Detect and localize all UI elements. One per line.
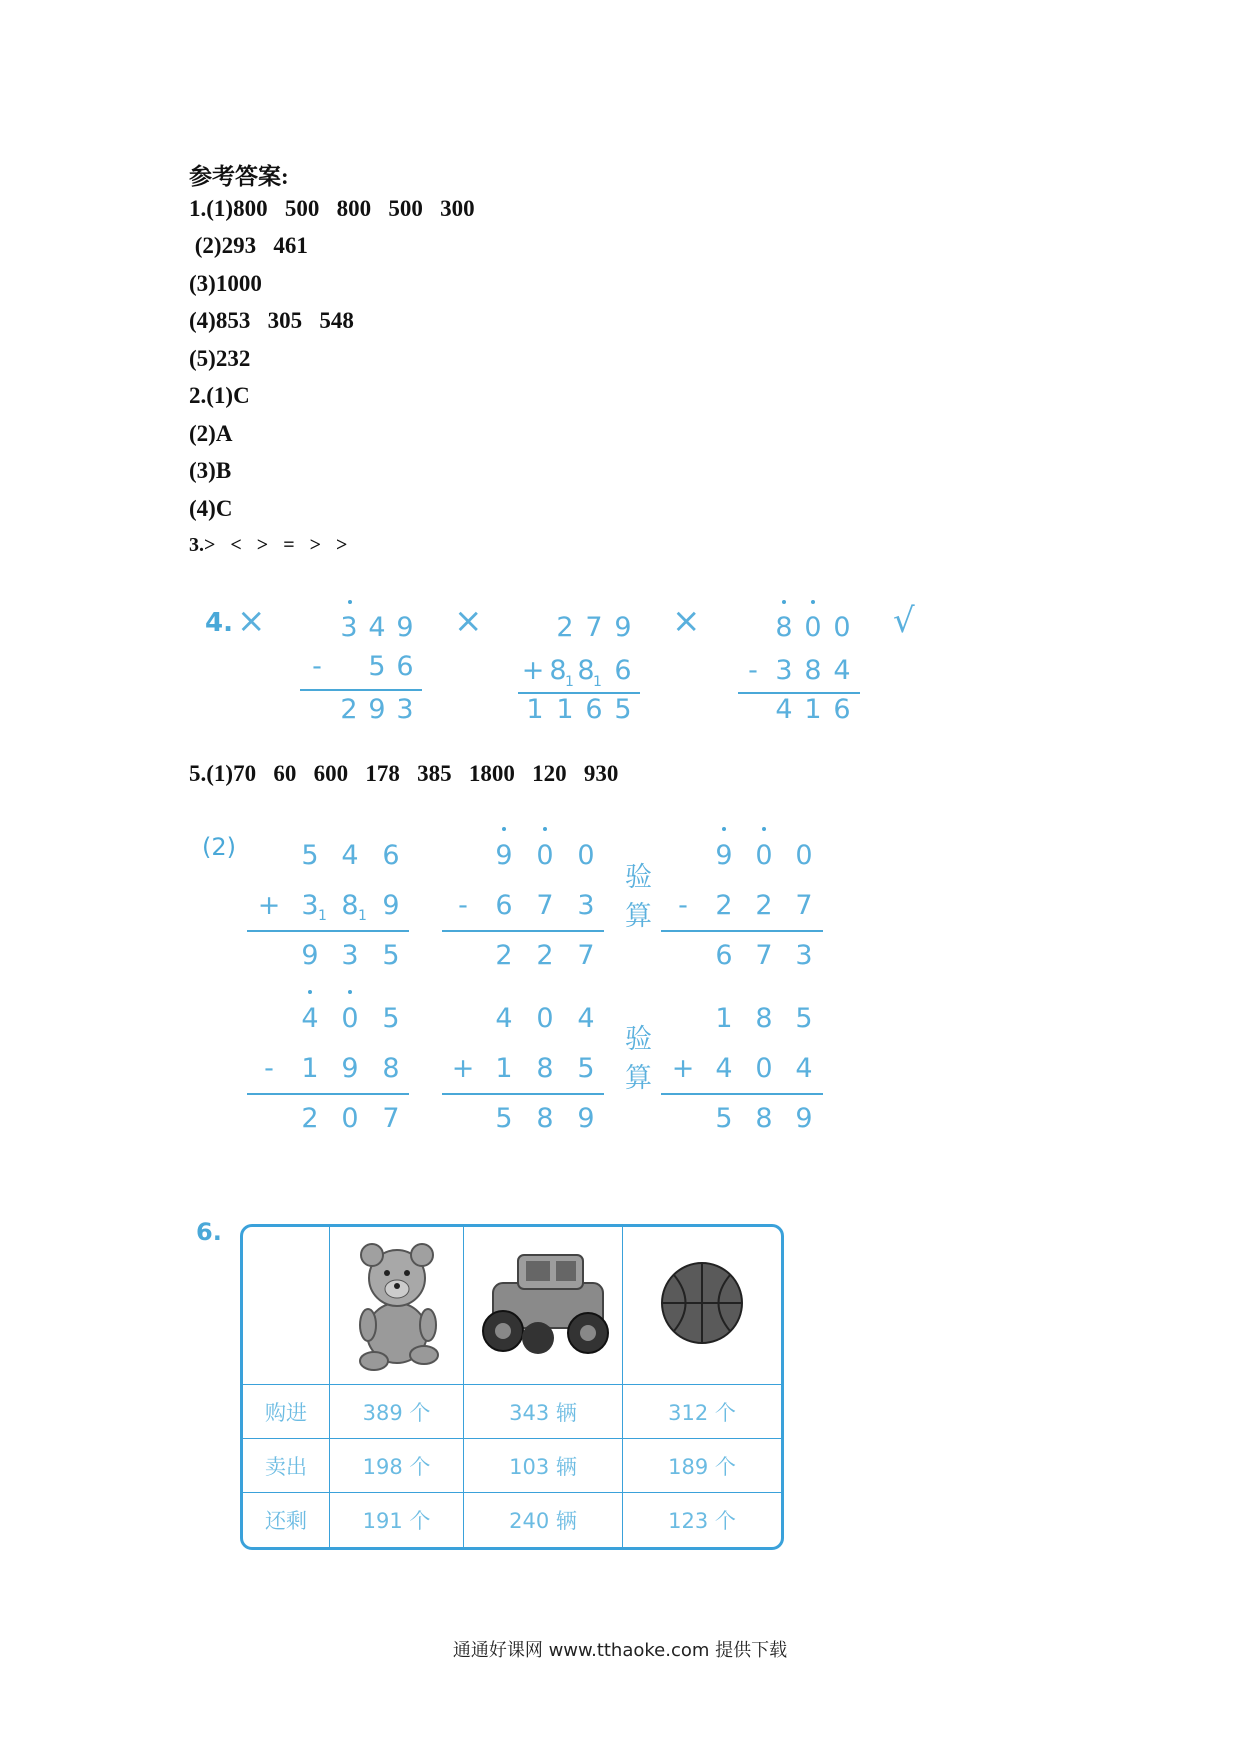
cell: 240 辆 — [464, 1493, 623, 1547]
toy-car-image — [468, 1243, 618, 1363]
row-head: 购进 — [243, 1385, 330, 1439]
check-label: 验算 — [620, 862, 651, 940]
digit: 2 — [556, 612, 574, 643]
borrow-dot — [348, 600, 352, 604]
digit: 9 — [715, 840, 733, 871]
digit: 8 — [341, 890, 359, 921]
digit: 4 — [715, 1053, 733, 1084]
digit: 5 — [614, 694, 632, 725]
table-row — [243, 1493, 781, 1547]
cell: 312 个 — [623, 1385, 781, 1439]
digit: 2 — [755, 890, 773, 921]
table-row — [243, 1439, 781, 1493]
calc-line — [442, 1093, 604, 1095]
digit: 9 — [396, 612, 414, 643]
answer-line-8: (3)B — [189, 458, 232, 483]
digit: 8 — [775, 612, 793, 643]
digit: 2 — [536, 940, 554, 971]
digit: 3 — [340, 612, 358, 643]
cell: 123 个 — [668, 1509, 736, 1533]
calc-line — [442, 930, 604, 932]
digit: 3 — [301, 890, 319, 921]
digit: 7 — [585, 612, 603, 643]
digit: 2 — [301, 1103, 319, 1134]
check-label: 验算 — [620, 1024, 651, 1102]
answer-line-5: (5)232 — [189, 346, 251, 371]
digit: 6 — [715, 940, 733, 971]
digit: 6 — [833, 694, 851, 725]
digit: 4 — [833, 655, 851, 686]
digit: 6 — [396, 651, 414, 682]
cell: 103 辆 — [464, 1439, 623, 1493]
digit: 9 — [495, 840, 513, 871]
carry-digit: 1 — [565, 674, 574, 690]
answer-line-9: (4)C — [189, 496, 233, 521]
digit: 5 — [715, 1103, 733, 1134]
row-head: 还剩 — [243, 1493, 330, 1547]
digit: 3 — [775, 655, 793, 686]
digit: 8 — [755, 1003, 773, 1034]
digit: 8 — [755, 1103, 773, 1134]
row-head: 卖出 — [243, 1439, 330, 1493]
digit: 4 — [301, 1003, 319, 1034]
plus-sign: + — [671, 1053, 695, 1084]
digit: 8 — [536, 1103, 554, 1134]
digit: 4 — [368, 612, 386, 643]
calc-line — [300, 689, 422, 691]
digit: 5 — [577, 1053, 595, 1084]
answer-line-4: (4)853 305 548 — [189, 308, 354, 333]
digit: 4 — [775, 694, 793, 725]
q5-line-1: 5.(1)70 60 600 178 385 1800 120 930 — [189, 761, 619, 786]
answer-line-10: 3.> < > = > > — [189, 534, 348, 556]
digit: 1 — [495, 1053, 513, 1084]
digit: 4 — [341, 840, 359, 871]
digit: 0 — [755, 1053, 773, 1084]
digit: 6 — [382, 840, 400, 871]
digit: 9 — [341, 1053, 359, 1084]
table-row — [243, 1385, 781, 1439]
borrow-dot — [811, 600, 815, 604]
digit: 4 — [795, 1053, 813, 1084]
digit: 0 — [536, 840, 554, 871]
digit: 1 — [301, 1053, 319, 1084]
digit: 5 — [382, 1003, 400, 1034]
digit: 8 — [536, 1053, 554, 1084]
digit: 7 — [577, 940, 595, 971]
digit: 7 — [536, 890, 554, 921]
cell: 389 个 — [330, 1385, 464, 1439]
teddy-bear-image — [342, 1233, 452, 1373]
digit: 0 — [755, 840, 773, 871]
digit: 7 — [795, 890, 813, 921]
borrow-dot — [502, 827, 506, 831]
digit: 9 — [301, 940, 319, 971]
minus-sign: - — [458, 890, 468, 921]
digit: 9 — [795, 1103, 813, 1134]
digit: 1 — [715, 1003, 733, 1034]
digit: 5 — [301, 840, 319, 871]
digit: 6 — [585, 694, 603, 725]
digit: 2 — [495, 940, 513, 971]
answer-line-3: (3)1000 — [189, 271, 262, 296]
toy-car-image-cell — [464, 1227, 623, 1385]
digit: 0 — [536, 1003, 554, 1034]
digit: 0 — [795, 840, 813, 871]
calc-line — [247, 930, 409, 932]
cell: 191 个 — [330, 1493, 464, 1547]
digit: 8 — [804, 655, 822, 686]
digit: 9 — [614, 612, 632, 643]
digit: 0 — [341, 1003, 359, 1034]
digit: 0 — [341, 1103, 359, 1134]
carry-digit: 1 — [358, 908, 367, 924]
digit: 6 — [614, 655, 632, 686]
q4-label: 4. — [205, 608, 233, 638]
teddy-bear-image-cell — [330, 1227, 464, 1385]
digit: 8 — [549, 655, 567, 686]
calc-line — [661, 1093, 823, 1095]
borrow-dot — [348, 990, 352, 994]
wrong-mark-2: × — [454, 601, 483, 641]
digit: 8 — [382, 1053, 400, 1084]
digit: 1 — [804, 694, 822, 725]
digit: 9 — [382, 890, 400, 921]
table-corner-cell — [243, 1227, 330, 1385]
answer-line-7: (2)A — [189, 421, 233, 446]
answer-line-2: (2)293 461 — [189, 233, 308, 258]
digit: 5 — [495, 1103, 513, 1134]
carry-digit: 1 — [318, 908, 327, 924]
right-mark: √ — [893, 601, 915, 641]
digit: 4 — [577, 1003, 595, 1034]
plus-sign: + — [451, 1053, 475, 1084]
cell: 343 辆 — [464, 1385, 623, 1439]
digit: 4 — [495, 1003, 513, 1034]
calc-line — [247, 1093, 409, 1095]
basketball-image — [652, 1253, 752, 1353]
borrow-dot — [543, 827, 547, 831]
digit: 0 — [804, 612, 822, 643]
digit: 1 — [526, 694, 544, 725]
digit: 3 — [795, 940, 813, 971]
plus-sign: + — [257, 890, 281, 921]
cell: 198 个 — [330, 1439, 464, 1493]
digit: 5 — [368, 651, 386, 682]
digit: 0 — [577, 840, 595, 871]
minus-sign: - — [678, 890, 688, 921]
digit: 3 — [341, 940, 359, 971]
digit: 9 — [577, 1103, 595, 1134]
digit: 5 — [795, 1003, 813, 1034]
minus-sign: - — [748, 655, 758, 686]
digit: 0 — [833, 612, 851, 643]
ball-image-cell — [623, 1227, 781, 1385]
minus-sign: - — [264, 1053, 274, 1084]
borrow-dot — [722, 827, 726, 831]
digit: 7 — [755, 940, 773, 971]
answers-heading: 参考答案: — [189, 164, 289, 189]
borrow-dot — [762, 827, 766, 831]
inventory-table — [240, 1224, 784, 1550]
digit: 2 — [340, 694, 358, 725]
wrong-mark-1: × — [237, 601, 266, 641]
digit: 7 — [382, 1103, 400, 1134]
page-footer: 通通好课网 www.tthaoke.com 提供下载 — [452, 1640, 788, 1661]
digit: 5 — [382, 940, 400, 971]
borrow-dot — [308, 990, 312, 994]
table-header-row — [243, 1227, 781, 1385]
digit: 2 — [715, 890, 733, 921]
answer-line-6: 2.(1)C — [189, 383, 250, 408]
calc-line — [661, 930, 823, 932]
digit: 3 — [577, 890, 595, 921]
cell: 189 个 — [623, 1439, 781, 1493]
plus-sign: + — [521, 655, 545, 686]
borrow-dot — [782, 600, 786, 604]
q6-label: 6. — [196, 1218, 222, 1246]
carry-digit: 1 — [593, 674, 602, 690]
minus-sign: - — [312, 651, 322, 682]
digit: 8 — [577, 655, 595, 686]
answer-line-1: 1.(1)800 500 800 500 300 — [189, 196, 475, 221]
digit: 9 — [368, 694, 386, 725]
digit: 3 — [396, 694, 414, 725]
wrong-mark-3: × — [672, 601, 701, 641]
q5-label: (2) — [202, 833, 236, 861]
digit: 6 — [495, 890, 513, 921]
digit: 1 — [556, 694, 574, 725]
